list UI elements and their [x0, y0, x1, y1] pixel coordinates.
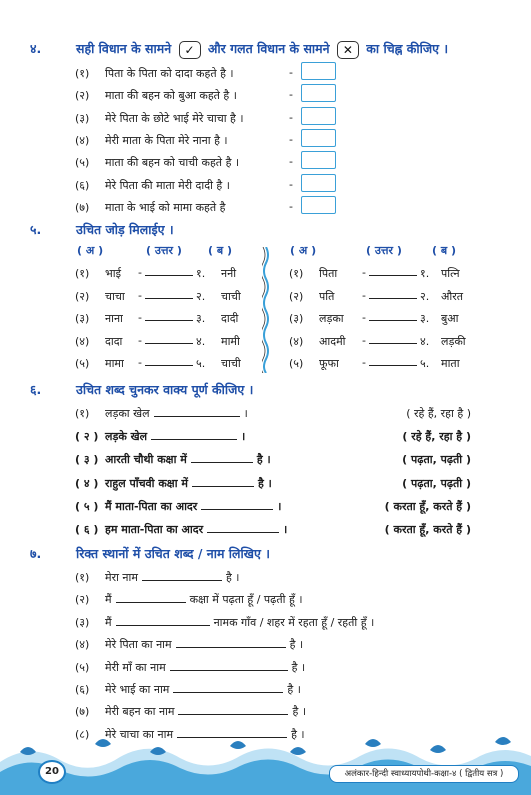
q5-left-item-number: (३) — [75, 312, 90, 326]
q4-item-number: (५) — [75, 156, 90, 170]
q6-blank-line[interactable] — [154, 416, 240, 417]
q7-prompt-text: मेरी माँ का नाम — [105, 660, 166, 674]
q5-left-term-b: दादी — [221, 312, 239, 326]
q7-prompt-text: मेरे पिता का नाम — [105, 638, 172, 652]
q6-sentence-end: । — [283, 523, 288, 536]
q7-suffix-text: नामक गाँव / शहर में रहता हूँ / रहती हूँ । — [213, 615, 375, 629]
q4-heading — [30, 40, 448, 59]
q6-sentence-row — [75, 406, 248, 421]
q5-left-header-a: ( अ ) — [77, 244, 104, 257]
q7-suffix-text: कक्षा में पढ़ता हूँ / पढ़ती हूँ । — [189, 593, 303, 607]
q4-dash: - — [289, 88, 293, 102]
q5-left-term-b: चाची — [221, 289, 241, 303]
q7-title: रिक्त स्थानों में उचित शब्द / नाम लिखिए । — [76, 546, 270, 561]
q6-sentence-start: लड़के खेल — [105, 430, 148, 444]
q5-right-header-b: ( ब ) — [432, 244, 456, 257]
q5-left-option-number: १. — [196, 267, 206, 280]
q5-right-term-a: पिता — [319, 267, 338, 280]
q5-left-item-number: (१) — [75, 267, 90, 280]
q4-dash: - — [289, 66, 293, 79]
q5-left-answer-line[interactable]: - — [138, 334, 193, 347]
q5-left-term-a: भाई — [105, 267, 121, 280]
q7-fill-row — [75, 704, 306, 719]
q5-right-answer-line[interactable]: - — [362, 311, 417, 324]
q4-statement-text: मेरे पिता के छोटे भाई मेरे चाचा है । — [105, 111, 244, 125]
q4-number: ४. — [30, 41, 42, 56]
q4-item-number: (७) — [75, 200, 90, 214]
q5-right-option-number: ४. — [420, 334, 430, 348]
q5-left-option-number: ३. — [196, 312, 206, 326]
q7-number: ७. — [30, 546, 42, 561]
q4-statement-row — [75, 88, 237, 103]
q4-answer-box[interactable] — [301, 196, 336, 214]
q7-blank-line[interactable] — [170, 670, 288, 671]
q4-title-b: और गलत विधान के सामने — [207, 41, 330, 56]
q6-sentence-row — [75, 429, 245, 444]
q6-choice-options: ( रहे हैं, रहा है ) — [406, 407, 471, 420]
q7-prompt-text: मेरे चाचा का नाम — [105, 727, 174, 741]
q6-item-number: ( ३ ) — [75, 453, 99, 467]
q5-left-answer-line[interactable]: - — [138, 266, 193, 279]
q6-sentence-end: । — [241, 430, 246, 444]
q7-prompt-text: मेरी बहन का नाम — [105, 705, 175, 719]
q4-item-number: (६) — [75, 178, 90, 192]
q5-left-term-b: ननी — [221, 267, 237, 280]
q5-right-term-a: फूफा — [319, 357, 339, 371]
q4-statement-text: मेरे पिता की माता मेरी दादी है । — [105, 178, 230, 192]
q6-sentence-row — [75, 522, 287, 537]
q7-prompt-text: मैं — [105, 593, 112, 607]
q6-item-number: ( २ ) — [75, 430, 99, 444]
q6-item-number: ( ५ ) — [75, 499, 99, 513]
q6-item-number: ( ६ ) — [75, 523, 99, 536]
q4-statement-row — [75, 133, 228, 148]
q4-dash: - — [289, 132, 293, 146]
q4-answer-box[interactable] — [301, 62, 336, 80]
q5-title: उचित जोड़ मिलाईए । — [76, 222, 174, 237]
q5-right-item-number: (४) — [289, 334, 304, 348]
q5-right-option-number: ३. — [420, 312, 430, 326]
check-mark-icon: ✓ — [179, 41, 201, 59]
q6-item-number: (१) — [75, 407, 90, 420]
q4-dash: - — [289, 110, 293, 124]
q5-right-item-number: (५) — [289, 357, 304, 371]
q7-heading — [30, 545, 270, 562]
q6-choice-options: ( रहे हैं, रहा है ) — [402, 430, 471, 444]
q7-suffix-text: है । — [289, 638, 304, 652]
q6-sentence-row — [75, 476, 272, 491]
q7-item-number: (२) — [75, 593, 90, 607]
q5-right-item-number: (२) — [289, 289, 304, 303]
q7-blank-line[interactable] — [116, 602, 186, 603]
q6-blank-line[interactable] — [192, 486, 254, 487]
q4-statement-row — [75, 200, 226, 215]
q6-choice-options: ( करता हूँ, करते हैं ) — [384, 499, 471, 513]
q5-right-header-a: ( अ ) — [290, 244, 317, 257]
q5-left-term-a: चाचा — [105, 289, 125, 303]
q7-blank-line[interactable] — [142, 580, 222, 581]
q7-fill-row — [75, 660, 305, 675]
q5-right-option-number: २. — [420, 289, 430, 303]
q6-sentence-start: आरती चौथी कक्षा में — [105, 453, 187, 467]
q6-heading — [30, 381, 253, 398]
q6-sentence-start: मैं माता-पिता का आदर — [105, 499, 198, 513]
q4-item-number: (१) — [75, 67, 90, 80]
q7-blank-line[interactable] — [178, 714, 288, 715]
wavy-divider — [262, 247, 270, 373]
q5-left-option-number: ५. — [196, 357, 206, 371]
q7-item-number: (७) — [75, 705, 90, 719]
q5-heading — [30, 221, 174, 238]
q5-left-term-b: चाची — [221, 357, 241, 371]
q5-right-term-a: पति — [319, 289, 335, 303]
footer-book-label: अलंकार-हिन्दी स्वाध्यायपोथी-कक्षा-४ ( द्वितीय सत्र ) — [329, 765, 519, 783]
q7-prompt-text: मेरे भाई का नाम — [105, 683, 170, 696]
q6-title: उचित शब्द चुनकर वाक्य पूर्ण कीजिए । — [76, 382, 254, 397]
q5-right-option-number: १. — [420, 267, 430, 280]
q5-left-option-number: २. — [196, 289, 206, 303]
q5-right-term-b: माता — [441, 357, 460, 371]
q7-suffix-text: है । — [287, 683, 301, 696]
q4-dash: - — [289, 199, 293, 213]
q6-blank-line[interactable] — [207, 532, 279, 533]
cross-mark-icon: ✕ — [337, 41, 359, 59]
q6-item-number: ( ४ ) — [75, 476, 99, 490]
q7-suffix-text: है । — [291, 727, 305, 741]
q5-right-term-b: पत्नि — [441, 267, 460, 280]
q6-sentence-end: । — [243, 407, 248, 420]
q4-statement-row — [75, 178, 230, 193]
q4-answer-box[interactable] — [301, 129, 336, 147]
q6-number: ६. — [30, 382, 42, 397]
q4-statement-text: माता के भाई को मामा कहते है — [105, 200, 226, 214]
q7-fill-row — [75, 592, 303, 607]
q7-item-number: (६) — [75, 683, 90, 696]
page-number-badge: 20 — [38, 760, 66, 784]
q5-right-term-b: लड़की — [441, 334, 466, 348]
q7-item-number: (१) — [75, 571, 90, 584]
q5-right-term-b: बुआ — [441, 312, 459, 326]
q7-prompt-text: मेरा नाम — [105, 571, 138, 584]
q5-right-term-a: लड़का — [319, 312, 344, 326]
q5-left-item-number: (४) — [75, 334, 90, 348]
q5-right-header-answer: ( उत्तर ) — [366, 244, 402, 257]
q4-answer-box[interactable] — [301, 107, 336, 125]
q7-fill-row — [75, 615, 374, 630]
q5-left-answer-line[interactable]: - — [138, 289, 193, 302]
q7-item-number: (४) — [75, 638, 90, 652]
q4-item-number: (३) — [75, 111, 90, 125]
q6-blank-line[interactable] — [151, 439, 237, 440]
q7-fill-row — [75, 570, 239, 585]
q4-statement-text: माता की बहन को चाची कहते है । — [105, 156, 240, 170]
q4-answer-box[interactable] — [301, 84, 336, 102]
q6-sentence-end: है । — [256, 453, 271, 467]
q4-title-a: सही विधान के सामने — [76, 41, 172, 56]
q4-statement-row — [75, 155, 239, 170]
q6-choice-options: ( करता हूँ, करते हैं ) — [384, 523, 471, 536]
q5-right-item-number: (१) — [289, 267, 304, 280]
q4-statement-row — [75, 66, 234, 81]
q5-left-item-number: (२) — [75, 289, 90, 303]
q4-statement-row — [75, 111, 244, 126]
q7-blank-line[interactable] — [176, 647, 286, 648]
q7-prompt-text: मैं — [105, 615, 112, 629]
q5-left-header-answer: ( उत्तर ) — [146, 244, 182, 257]
q6-sentence-end: । — [277, 499, 282, 513]
q4-item-number: (२) — [75, 89, 90, 103]
q5-left-term-a: नाना — [105, 312, 123, 326]
q5-number: ५. — [30, 222, 42, 237]
q6-sentence-start: हम माता-पिता का आदर — [105, 523, 204, 536]
q6-choice-options: ( पढ़ता, पढ़ती ) — [402, 476, 471, 490]
q4-dash: - — [289, 155, 293, 169]
q6-choice-options: ( पढ़ता, पढ़ती ) — [402, 453, 471, 467]
q5-left-term-a: मामा — [105, 357, 124, 371]
q5-left-answer-line[interactable]: - — [138, 311, 193, 324]
q5-left-option-number: ४. — [196, 334, 206, 348]
q5-right-answer-line[interactable]: - — [362, 356, 417, 369]
q4-dash: - — [289, 177, 293, 191]
q7-suffix-text: है । — [292, 705, 306, 719]
q5-left-term-a: दादा — [105, 334, 123, 348]
q6-sentence-row — [75, 452, 271, 467]
q5-right-item-number: (३) — [289, 312, 304, 326]
q5-right-term-a: आदमी — [319, 334, 346, 348]
q7-suffix-text: है । — [225, 571, 240, 584]
q5-right-term-b: औरत — [441, 289, 464, 303]
q5-right-answer-line[interactable]: - — [362, 289, 417, 302]
q4-item-number: (४) — [75, 133, 90, 147]
q7-item-number: (५) — [75, 660, 90, 674]
q6-sentence-end: है । — [257, 476, 272, 490]
q5-left-answer-line[interactable]: - — [138, 356, 193, 369]
footer-wave-decoration — [0, 722, 531, 795]
q7-item-number: (३) — [75, 615, 90, 629]
q6-blank-line[interactable] — [201, 509, 273, 510]
q5-right-answer-line[interactable]: - — [362, 334, 417, 347]
q4-title-c: का चिह्न कीजिए । — [366, 41, 449, 56]
q7-blank-line[interactable] — [116, 625, 210, 626]
q6-sentence-row — [75, 499, 281, 514]
q5-right-option-number: ५. — [420, 357, 430, 371]
q7-fill-row — [75, 682, 301, 697]
q7-suffix-text: है । — [291, 660, 306, 674]
q7-fill-row — [75, 637, 303, 652]
q6-sentence-start: राहुल पाँचवी कक्षा में — [105, 476, 188, 490]
q4-statement-text: पिता के पिता को दादा कहते है । — [105, 67, 234, 80]
q4-answer-box[interactable] — [301, 151, 336, 169]
q5-left-term-b: मामी — [221, 334, 240, 348]
q4-answer-box[interactable] — [301, 174, 336, 192]
q7-item-number: (८) — [75, 727, 90, 741]
q5-left-header-b: ( ब ) — [208, 244, 232, 257]
q6-blank-line[interactable] — [191, 462, 253, 463]
q4-statement-text: माता की बहन को बुआ कहते है । — [105, 89, 237, 103]
q4-statement-text: मेरी माता के पिता मेरे नाना है । — [105, 133, 228, 147]
q7-blank-line[interactable] — [173, 692, 283, 693]
q5-left-item-number: (५) — [75, 357, 90, 371]
q6-sentence-start: लड़का खेल — [105, 407, 150, 420]
q5-right-answer-line[interactable]: - — [362, 266, 417, 279]
